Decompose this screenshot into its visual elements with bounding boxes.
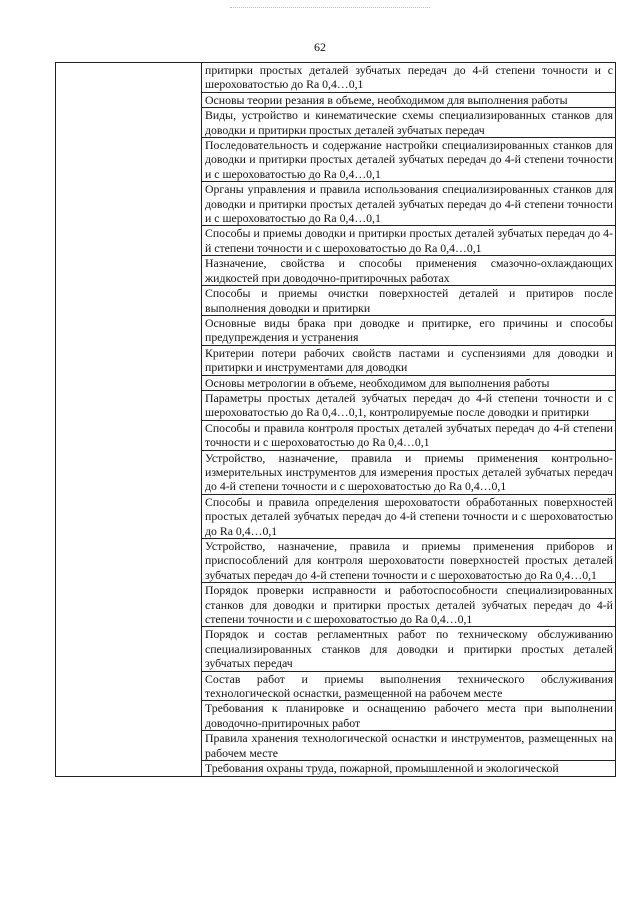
knowledge-item: Требования к планировке и оснащению рабочего места при выполнении доводочно-притирочных работ: [202, 701, 616, 731]
scan-artifact: [230, 7, 430, 10]
knowledge-item: Порядок проверки исправности и работоспособности специализированных станков для доводки и притирки простых деталей зубчатых передач до 4-й степени точности и с шероховатостью до Ra 0,4…0,1: [202, 583, 616, 627]
knowledge-item: Порядок и состав регламентных работ по техническому обслуживанию специализированных станков для доводки и притирки простых деталей зубчатых передач: [202, 627, 616, 671]
table-row: [56, 63, 616, 93]
requirements-table: [55, 62, 616, 777]
knowledge-item: Последовательность и содержание настройки специализированных станков для доводки и притирки простых деталей зубчатых передач до 4-й степени точности и с шероховатостью до Ra 0,4…0,1: [202, 138, 616, 182]
knowledge-item: Виды, устройство и кинематические схемы специализированных станков для доводки и притирки простых деталей зубчатых передач: [202, 108, 616, 138]
knowledge-item: Состав работ и приемы выполнения технического обслуживания технологической оснастки, размещенной на рабочем месте: [202, 671, 616, 701]
knowledge-item: Правила хранения технологической оснастки и инструментов, размещенных на рабочем месте: [202, 731, 616, 761]
knowledge-item: Способы и приемы доводки и притирки простых деталей зубчатых передач до 4-й степени точности и с шероховатостью до Ra 0,4…0,1: [202, 226, 616, 256]
left-column-cell: [56, 63, 202, 777]
knowledge-item: Основы метрологии в объеме, необходимом для выполнения работы: [202, 375, 616, 390]
knowledge-item: Устройство, назначение, правила и приемы применения приборов и приспособлений для контроля шероховатости поверхностей простых деталей зубчатых передач до 4-й степени точности и с шероховатостью до Ra 0,4…0,1: [202, 539, 616, 583]
knowledge-item: Способы и правила контроля простых деталей зубчатых передач до 4-й степени точности и с шероховатостью до Ra 0,4…0,1: [202, 420, 616, 450]
knowledge-item: Критерии потери рабочих свойств пастами и суспензиями для доводки и притирки и инструментами для доводки: [202, 345, 616, 375]
knowledge-item: Способы и приемы очистки поверхностей деталей и притиров после выполнения доводки и притирки: [202, 286, 616, 316]
table-body: [56, 63, 616, 777]
knowledge-item: Основы теории резания в объеме, необходимом для выполнения работы: [202, 92, 616, 107]
knowledge-item: Назначение, свойства и способы применения смазочно-охлаждающих жидкостей при доводочно-притирочных работах: [202, 256, 616, 286]
knowledge-item: притирки простых деталей зубчатых передач до 4-й степени точности и с шероховатостью до Ra 0,4…0,1: [202, 63, 616, 93]
knowledge-item: Органы управления и правила использования специализированных станков для доводки и притирки простых деталей зубчатых передач до 4-й степени точности и с шероховатостью до Ra 0,4…0,1: [202, 182, 616, 226]
knowledge-item: Параметры простых деталей зубчатых передач до 4-й степени точности и с шероховатостью до Ra 0,4…0,1, контролируемые после доводки и притирки: [202, 390, 616, 420]
page-number: 62: [314, 40, 326, 54]
knowledge-item: Требования охраны труда, пожарной, промышленной и экологической: [202, 761, 616, 776]
knowledge-item: Основные виды брака при доводке и притирке, его причины и способы предупреждения и устранения: [202, 315, 616, 345]
knowledge-item: Устройство, назначение, правила и приемы применения контрольно-измерительных инструментов для измерения простых деталей зубчатых передач до 4-й степени точности и с шероховатостью до Ra 0,4…0,1: [202, 450, 616, 494]
knowledge-item: Способы и правила определения шероховатости обработанных поверхностей простых деталей зубчатых передач до 4-й степени точности и с шероховатостью до Ra 0,4…0,1: [202, 494, 616, 538]
